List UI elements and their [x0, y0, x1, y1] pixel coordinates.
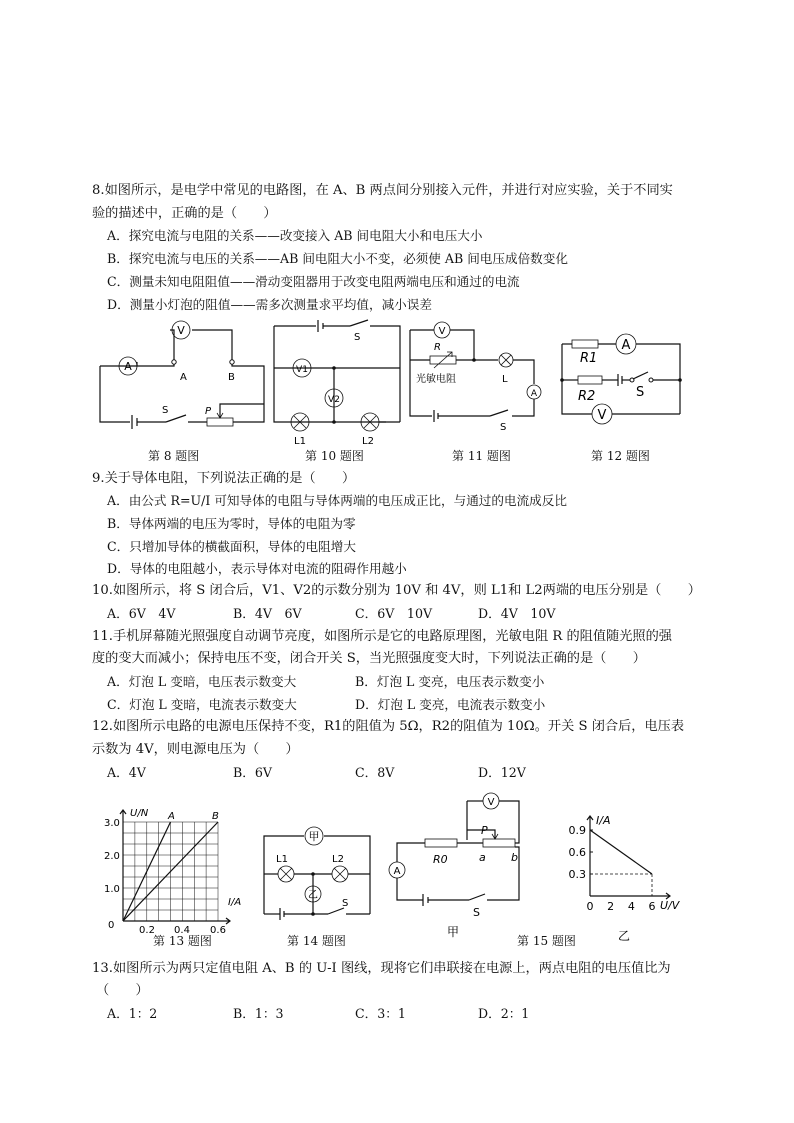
fig14-meter-top: 甲 — [308, 830, 320, 843]
q11-stem-line2: 度的变大而减小；保持电压不变，闭合开关 S，当光照强度变大时，下列说法正确的是（ ） — [92, 651, 646, 666]
fig10-v1-label: V1 — [296, 365, 308, 375]
fig15b-x-tick: 6 — [648, 900, 656, 913]
fig15a-slider-label: P — [481, 824, 488, 837]
q12-stem-line2: 示数为 4V，则电源电压为（ ） — [92, 742, 299, 757]
q12-option-d: D．12V — [478, 765, 526, 780]
q13-option-a: A．1：2 — [107, 1006, 158, 1021]
fig15-caption: 第 15 题图 — [517, 934, 576, 948]
fig15b-x-tick: 2 — [607, 900, 615, 913]
q13-option-d: D．2：1 — [478, 1006, 530, 1021]
fig13-origin: 0 — [108, 920, 115, 931]
fig12-caption: 第 12 题图 — [591, 449, 650, 463]
fig15b-y-tick: 0.9 — [568, 824, 586, 837]
fig13-ui-graph — [102, 802, 242, 936]
fig10-switch-label: S — [354, 332, 361, 343]
fig11-caption: 第 11 题图 — [452, 449, 511, 463]
fig14-circuit — [258, 826, 378, 921]
fig13-x-label: I/A — [228, 897, 242, 908]
fig10-caption: 第 10 题图 — [305, 449, 364, 463]
q13-option-b: B．1：3 — [233, 1006, 284, 1021]
fig13-x-tick-06: 0.6 — [210, 925, 226, 936]
q12-option-b: B．6V — [233, 765, 272, 780]
fig13-line-b-label: B — [212, 811, 219, 822]
q10-option-a: A．6V 4V — [107, 606, 176, 621]
fig13-y-tick-2: 2.0 — [104, 851, 120, 862]
fig11-resistor-label: R — [434, 342, 441, 353]
fig10-circuit — [272, 318, 402, 448]
fig12-circuit — [556, 330, 686, 430]
fig11-ammeter-label: A — [530, 389, 538, 399]
q10-stem: 10.如图所示，将 S 闭合后，V1、V2的示数分别为 10V 和 4V，则 L1和 L2两端的电压分别是（ ） — [92, 583, 701, 598]
fig11-circuit — [406, 320, 548, 432]
fig13-caption: 第 13 题图 — [153, 934, 212, 948]
fig14-meter-mid: 乙 — [308, 890, 318, 901]
q12-option-c: C．8V — [355, 765, 395, 780]
fig10-l2-label: L2 — [362, 436, 374, 447]
fig12-r1-label: R1 — [580, 351, 598, 366]
q11-option-d: D．灯泡 L 变亮，电流表示数变小 — [355, 697, 546, 712]
q11-option-a: A．灯泡 L 变暗，电压表示数变大 — [107, 674, 297, 689]
q11-option-c: C．灯泡 L 变暗，电流表示数变大 — [107, 697, 297, 712]
fig15b-x-tick: 4 — [627, 900, 635, 913]
q8-stem-line1: 8.如图所示，是电学中常见的电路图，在 A、B 两点间分别接入元件，并进行对应实验，关于不同实 — [92, 183, 673, 198]
q9-option-a: A．由公式 R=U/I 可知导体的电阻与导体两端的电压成正比，与通过的电流成反比 — [107, 493, 567, 508]
fig15a-switch-label: S — [473, 906, 480, 919]
fig14-l2-label: L2 — [332, 854, 344, 865]
q8-option-a: A．探究电流与电阻的关系——改变接入 AB 间电阻大小和电压大小 — [107, 228, 483, 243]
q9-option-c: C．只增加导体的横截面积，导体的电阻增大 — [107, 539, 356, 554]
fig12-r2-label: R2 — [578, 389, 596, 404]
q13-option-c: C．3：1 — [355, 1006, 406, 1021]
fig15a-voltmeter-label: V — [487, 797, 495, 808]
q12-stem-line1: 12.如图所示电路的电源电压保持不变，R1的阻值为 5Ω，R2的阻值为 10Ω。开关 S 闭合后，电压表 — [92, 719, 685, 734]
q13-stem-line2: （ ） — [96, 983, 149, 998]
fig15b-y-tick: 0.6 — [568, 846, 586, 859]
q11-option-b: B．灯泡 L 变亮，电压表示数变小 — [355, 674, 545, 689]
q13-stem-line1: 13.如图所示为两只定值电阻 A、B 的 U-I 图线，现将它们串联接在电源上，两点电阻的电压值比为 — [92, 961, 671, 976]
fig11-voltmeter-label: V — [438, 326, 446, 337]
fig12-voltmeter-label: V — [597, 408, 607, 423]
fig8-caption: 第 8 题图 — [148, 449, 200, 463]
fig15b-iu-chart — [560, 808, 698, 948]
fig15b-y-label: I/A — [596, 814, 611, 827]
fig11-lamp-label: L — [502, 374, 508, 385]
fig15a-end-b: b — [511, 851, 518, 864]
fig13-x-tick-02: 0.2 — [139, 925, 155, 936]
fig8-switch-label: S — [162, 405, 169, 416]
fig8-voltmeter-label: V — [177, 324, 185, 337]
fig14-caption: 第 14 题图 — [287, 934, 346, 948]
fig13-line-a-label: A — [168, 811, 175, 822]
fig15b-x-label: U/V — [660, 899, 680, 912]
fig15a-ammeter-label: A — [393, 866, 401, 877]
q8-option-d: D．测量小灯泡的阻值——需多次测量求平均值，减小误差 — [107, 297, 432, 312]
fig15b-label: 乙 — [618, 929, 631, 943]
q10-option-d: D．4V 10V — [478, 606, 556, 621]
fig15a-r0-label: R0 — [433, 853, 448, 866]
fig15a-end-a: a — [479, 851, 486, 864]
q9-option-d: D．导体的电阻越小，表示导体对电流的阻碍作用越小 — [107, 561, 407, 576]
fig8-ammeter-label: A — [124, 360, 132, 373]
q8-stem-line2: 验的描述中，正确的是（ ） — [92, 206, 277, 221]
fig8-point-a: A — [180, 372, 187, 383]
q8-option-c: C．测量未知电阻阻值——滑动变阻器用于改变电阻两端电压和通过的电流 — [107, 274, 520, 289]
fig11-switch-label: S — [500, 422, 507, 433]
q9-option-b: B．导体两端的电压为零时，导体的电阻为零 — [107, 516, 356, 531]
fig13-y-tick-3: 3.0 — [104, 818, 120, 829]
fig10-v2-label: V2 — [328, 395, 340, 405]
fig14-l1-label: L1 — [276, 854, 288, 865]
fig15b-y-tick: 0.3 — [568, 868, 586, 881]
fig12-switch-label: S — [636, 385, 645, 400]
q11-stem-line1: 11.手机屏幕随光照强度自动调节亮度，如图所示是它的电路原理图，光敏电阻 R 的阻值随光照的强 — [92, 629, 672, 644]
fig13-x-tick-04: 0.4 — [174, 925, 190, 936]
fig13-y-label: U/N — [130, 808, 149, 819]
fig15a-circuit — [385, 788, 525, 938]
q12-option-a: A．4V — [107, 765, 146, 780]
fig8-point-b: B — [228, 372, 235, 383]
q8-option-b: B．探究电流与电压的关系——AB 间电阻大小不变，必须使 AB 间电压成倍数变化 — [107, 251, 568, 266]
fig8-circuit — [92, 318, 272, 436]
fig13-y-tick-1: 1.0 — [104, 884, 120, 895]
q10-option-c: C．6V 10V — [355, 606, 433, 621]
q10-option-b: B．4V 6V — [233, 606, 302, 621]
fig10-l1-label: L1 — [294, 436, 306, 447]
fig14-switch-label: S — [342, 898, 349, 909]
fig11-photo-label: 光敏电阻 — [416, 374, 456, 385]
fig12-ammeter-label: A — [621, 338, 631, 353]
fig15a-label: 甲 — [447, 925, 460, 939]
q9-stem: 9.关于导体电阻，下列说法正确的是（ ） — [92, 471, 356, 486]
fig8-slider-label: P — [205, 406, 212, 417]
fig15b-series-line — [590, 830, 652, 874]
fig15b-x-tick: 0 — [586, 900, 594, 913]
